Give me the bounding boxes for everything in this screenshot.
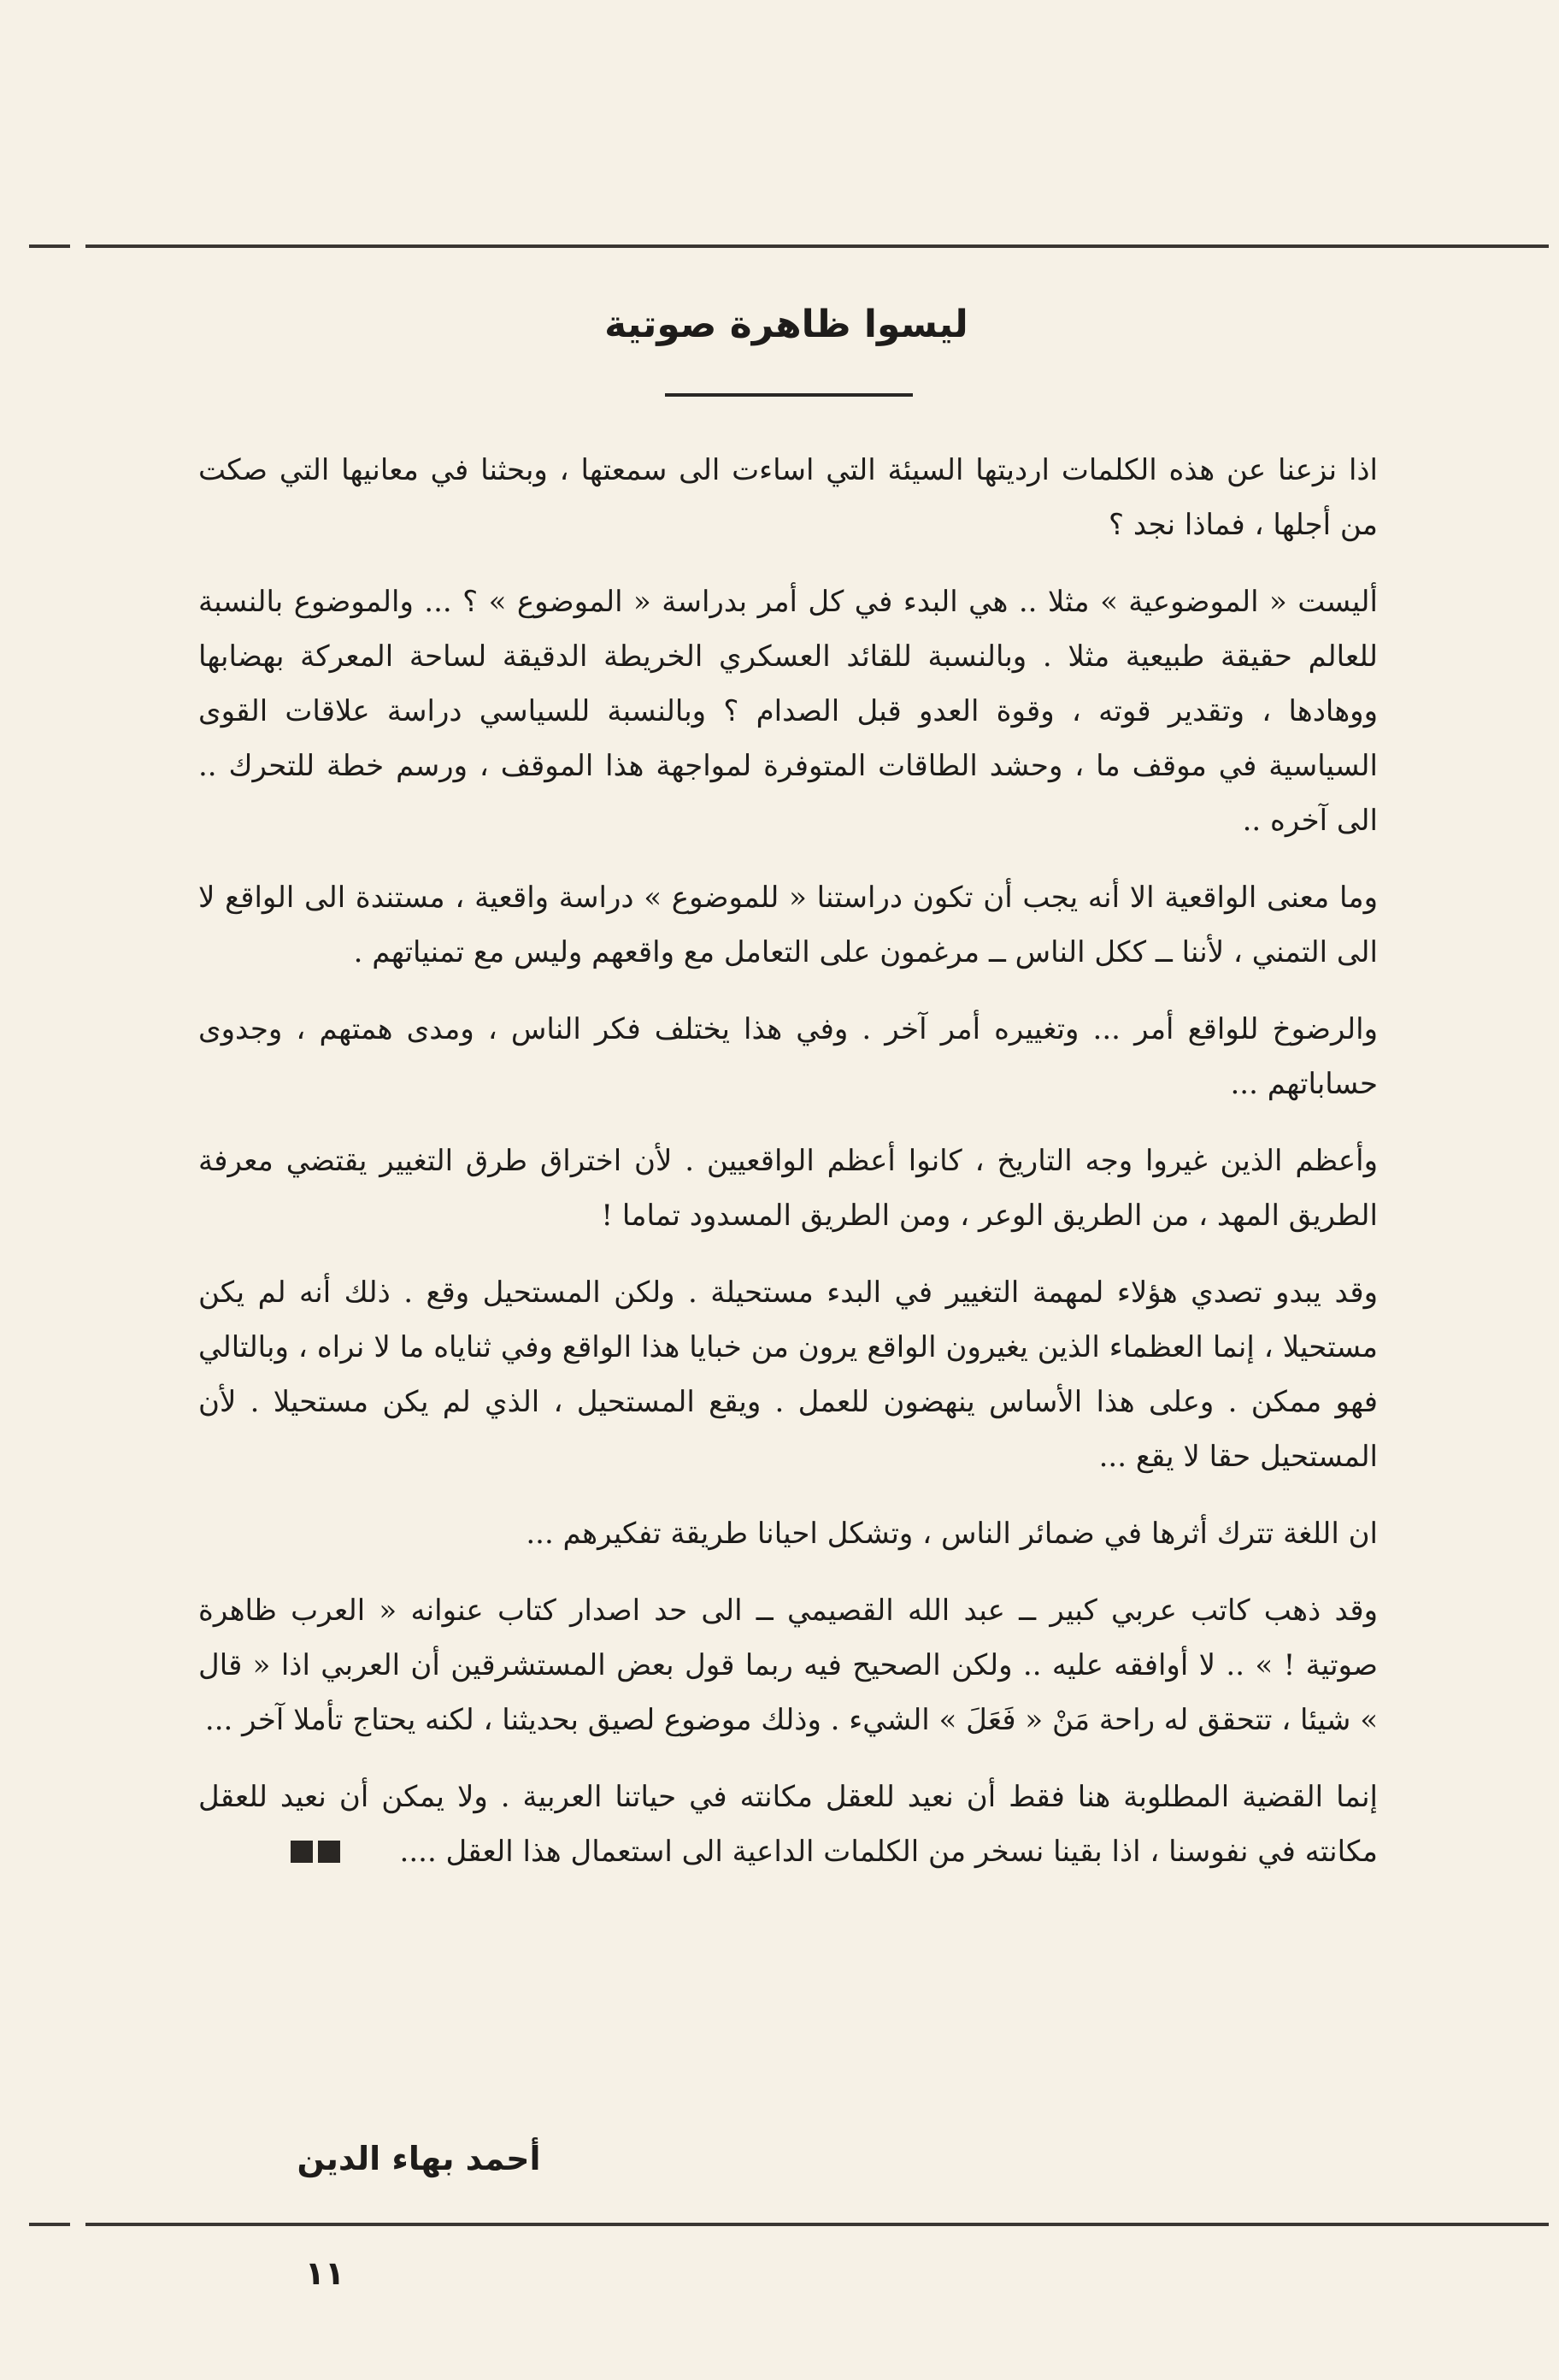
paragraph-9 xyxy=(198,1770,1378,1881)
paragraph-6: وقد يبدو تصدي هؤلاء لمهمة التغيير في البدء مستحيلة . ولكن المستحيل وقع . ذلك أنه لم يكن مستحيلا ، إنما العظماء الذين يغيرون الواقع يرون من خبايا هذا الواقع وفي ثناياه ما لا نراه ، وبالتالي فهو ممكن . وعلى هذا الأساس ينهضون للعمل . ويقع المستحيل ، الذي لم يكن مستحيلا . لأن المستحيل حقا لا يقع ... xyxy=(198,1275,1378,1474)
paragraph-9-text: إنما القضية المطلوبة هنا فقط أن نعيد للعقل مكانته في حياتنا العربية . ولا يمكن أن نعيد للعقل مكانته في نفوسنا ، اذا بقينا نسخر من الكلمات الداعية الى استعمال هذا العقل .... xyxy=(198,1780,1378,1869)
paragraph-3: وما معنى الواقعية الا أنه يجب أن تكون دراستنا « للموضوع » دراسة واقعية ، مستندة الى الواقع لا الى التمني ، لأننا ــ ككل الناس ــ مرغمون على التعامل مع واقعهم وليس مع تمنياتهم . xyxy=(198,881,1378,969)
top-rule xyxy=(85,244,1549,248)
end-square-1 xyxy=(318,1841,340,1863)
article-title: ليسوا ظاهرة صوتية xyxy=(604,303,968,346)
bottom-rule-left xyxy=(29,2223,70,2226)
paragraph-7: ان اللغة تترك أثرها في ضمائر الناس ، وتشكل احيانا طريقة تفكيرهم ... xyxy=(526,1517,1378,1551)
top-rule-left xyxy=(29,244,70,248)
paragraph-5: وأعظم الذين غيروا وجه التاريخ ، كانوا أعظم الواقعيين . لأن اختراق طرق التغيير يقتضي معرفة الطريق المهد ، من الطريق الوعر ، ومن الطريق المسدود تماما ! xyxy=(198,1144,1378,1233)
paragraph-2: أليست « الموضوعية » مثلا .. هي البدء في كل أمر بدراسة « الموضوع » ؟ ... والموضوع بالنسبة للعالم حقيقة طبيعية مثلا . وبالنسبة للقائد العسكري الخريطة الدقيقة لساحة المعركة بهضابها ووهادها ، وتقدير قوته ، وقوة العدو قبل الصدام ؟ وبالنسبة للسياسي دراسة علاقات القوى السياسية في موقف ما ، وحشد الطاقات المتوفرة لمواجهة هذا الموقف ، ورسم خطة للتحرك .. الى آخره .. xyxy=(198,585,1378,838)
title-underline xyxy=(665,393,913,397)
paragraph-4: والرضوخ للواقع أمر ... وتغييره أمر آخر . وفي هذا يختلف فكر الناس ، ومدى همتهم ، وجدوى حساباتهم ... xyxy=(198,1012,1378,1101)
end-square-2 xyxy=(291,1841,313,1863)
paragraph-1: اذا نزعنا عن هذه الكلمات ارديتها السيئة التي اساءت الى سمعتها ، وبحثنا في معانيها التي صكت من أجلها ، فماذا نجد ؟ xyxy=(198,453,1378,542)
bottom-rule xyxy=(85,2223,1549,2226)
end-of-article-marks xyxy=(285,1826,340,1881)
paragraph-8: وقد ذهب كاتب عربي كبير ــ عبد الله القصيمي ــ الى حد اصدار كتاب عنوانه « العرب ظاهرة صوتية ! » .. لا أوافقه عليه .. ولكن الصحيح فيه ربما قول بعض المستشرقين أن العربي اذا « قال » شيئا ، تتحقق له راحة مَنْ « فَعَلَ » الشيء . وذلك موضوع لصيق بحديثنا ، لكنه يحتاج تأملا آخر ... xyxy=(198,1594,1378,1737)
author-name: أحمد بهاء الدين xyxy=(297,2140,541,2177)
page-number: ١١ xyxy=(304,2254,345,2292)
article-body xyxy=(198,443,1378,1903)
